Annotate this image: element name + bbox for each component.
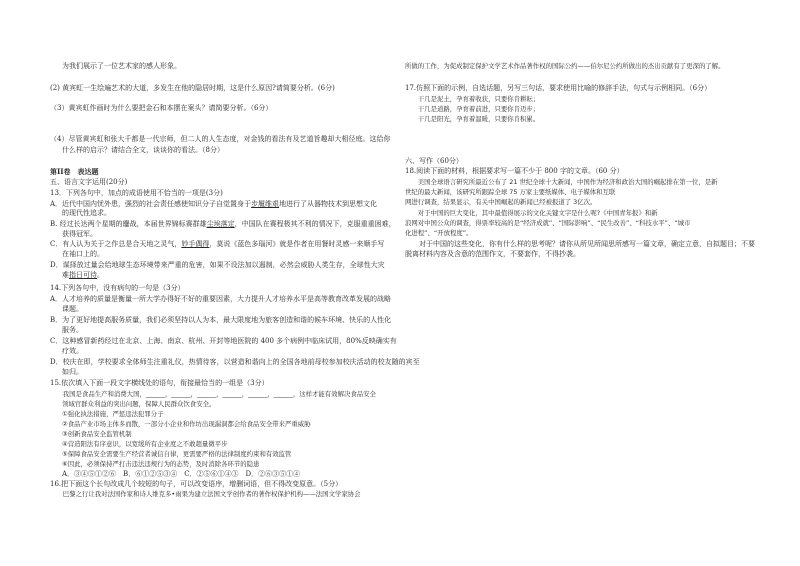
part-5-heading: 五、语言文字运用(20分) — [50, 178, 128, 186]
question-17: 17.仿照下面的示例，自选话题，另写三句话，要求使用比喻的修辞手法，句式与示例相同。（6分） — [405, 84, 712, 92]
q14-option-a-line-2: 课题。 — [62, 305, 83, 313]
material-line-5: 浪网对中国公众的调查，得票率较高的是“经济成就”、“国际影响”、“民生改善”、“科技水平”、“城市 — [405, 219, 691, 227]
q13-option-d-line-2: 难指日可待。 — [62, 271, 104, 279]
q14-option-a-line-1: A．人才培养的质量是衡量一所大学办得好不好的重要因素，大力提升人才培养水平是高等教育改革发展的战略 — [50, 295, 392, 303]
material-line-3: 网进行调查，结果显示，有关中国崛起的新闻已经被报道了 3亿次。 — [405, 198, 597, 206]
fill-blanks: ______，______，______，______，______，______， — [145, 390, 300, 398]
q15-passage-line-2: 领域官群众利益的突出问题，保障人民群众饮食安全。 — [62, 400, 216, 408]
q13-option-d-line-1: D．谋择放过量会给地球生态环境带来严重的危害，如果不设法加以遏制，必然会威胁人类生存，全球性大灾 — [50, 261, 385, 269]
q14-option-b-line-1: B．为了更好地提高服务质量，我们必须坚持以人为本，最大限度地为旅客创造和谐的候车环境、快乐的人性化 — [50, 316, 392, 324]
material-line-4: 对于中国的巨大变化，其中最值得展示的文化关键文字是什么呢?《中国青年报》和新 — [405, 209, 658, 217]
q13-option-b-line-1: B. 经过长达两个星期的鏖战，本届世界锦标赛群雄尘埃落定，中国队在赛程极其不利的情况下，克服重重困难， — [50, 220, 396, 228]
material-line-2: 世纪的最大新闻，该研究所跟踪全球 75 万家主要纸媒体、电子媒体和互联 — [405, 188, 616, 196]
q14-option-b-line-2: 服务。 — [62, 326, 83, 334]
q15-item-3: ③创新食品安全监管机制 — [62, 430, 132, 438]
question-18: 18.阅读下面的材料，根据要求写一篇不少于 800 字的文章。（60 分） — [405, 167, 624, 175]
q17-example-2: 干几是道路，孕育着前进，只要你肯迈步； — [405, 105, 540, 113]
question-16: 16.把下面这个长句改成几个较短的句子，可以改变语序，增删词语，但不得改变原意。（5分） — [50, 480, 343, 488]
question-13: 13．下列各句中，加点的成语使用不恰当的一项是(3分) — [50, 189, 223, 197]
idiom-underlined: 尘埃落定 — [206, 220, 235, 228]
material-line-1: 美国全球语言研究所最近公布了 21 世纪全球十大新闻，中国作为经济和政治大国的崛起排在第一位，是新 — [405, 178, 718, 186]
q17-example-1: 干几是泥土，孕育着收获，只要你肯耕耘； — [405, 95, 540, 103]
part-6-heading: 六、写作（60分） — [405, 157, 463, 165]
idiom-underlined: 指日可待 — [69, 271, 97, 279]
q15-item-6: ⑥因此，必须保持严打击违法违规行为的态势，及时消除各环节的隐患 — [62, 460, 260, 468]
question-15: 15.依次填入下面一段文字横线处的语句，衔接最恰当的一组是（3分） — [50, 379, 269, 387]
q15-item-1: ①强化执法措施，严惩违法犯罪分子 — [62, 410, 164, 418]
q15-item-4: ④营造阳法有序意识，以宽缓所有企业度之不敢超量微平步 — [62, 440, 228, 448]
q14-option-d-line-2: 如归。 — [62, 368, 83, 376]
q14-option-c-line-2: 疗效。 — [62, 347, 83, 355]
q15-item-5: ⑤保障食品安全需要生产经营者诚信自律，更需要严格的法律制度约束和有效监管 — [62, 450, 292, 458]
q16-sentence-continued: 所做的工作，为促成制定保护文学艺术作品著作权的国际公约——伯尔尼公约所做出的杰出贡献有了更深的了解。 — [405, 62, 725, 70]
q13-option-c-line-1: C．有人认为关于之作总是合天地之灵气，妙手偶得，莫说《蓝色多瑙河》就是作者在用餐时灵感一来顺手写 — [50, 240, 385, 248]
question-2: (2) 黄宾虹一生绘遍艺术的大道，多发生在他的隐居时期，这是什么原因?请简要分析。(6分) — [50, 84, 335, 92]
q17-example-3: 干几是阳光，孕育着温暖，只要你肯积累。 — [405, 115, 540, 123]
question-4-line-1: （4）尽管黄宾虹和张大千都是一代宗师，但二人的人生态度，对金钱的看法有及艺道旨趣却大相径庭。这给你 — [50, 135, 391, 143]
q15-passage-line-1: 我国是食品生产和消费大国，______，______，______，______，______，______，这样才能有效解决食品安全 — [50, 390, 376, 398]
q13-option-c-line-2: 在袖口上的。 — [62, 250, 104, 258]
section-2-heading: 第II卷 表达题 — [50, 167, 99, 176]
idiom-underlined: 步履维艰 — [251, 200, 280, 208]
writing-requirement-line-1: 对于中国的这些变化，你有什么样的思考呢？请你从所见所闻思所感写一篇文章，确定立意，自拟题目；不要 — [405, 240, 755, 248]
paragraph-continuation: 为我们展示了一位艺术家的感人形象。 — [62, 62, 181, 70]
writing-requirement-line-2: 脱离材料内容及含意的范围作文，不要套作，不得抄袭。 — [405, 250, 580, 258]
question-4-line-2: 什么样的启示？请结合全文，谈谈你的看法。（8分） — [62, 146, 224, 154]
q14-option-c-line-1: C．这种感冒新药经过在北京、上海、南京、杭州、开封等地医院的 400 多个病例中临床试用，80%反映确实有 — [50, 337, 397, 345]
q16-sentence: 巴黎之行让我对法国作家和诗人维克多•雨果为建立法国文学创作者的著作权保护机构——法国文学家协会 — [50, 490, 361, 498]
q13-option-a-line-1: A．近代中国内忧外患，强烈的社会责任感使知识分子自觉置身于步履维艰地进行了从器物技术到思想文化 — [50, 200, 378, 208]
material-line-6: 化进程”、“开放程度”。 — [405, 229, 473, 237]
question-3: （3）黄宾虹作画时为什么要把金石和本摆在案头？请简要分析。（6分） — [50, 104, 273, 112]
question-14: 14.下列各句中，没有病句的一句是（3分） — [50, 284, 185, 292]
q13-option-b-line-2: 获得冠军。 — [62, 230, 97, 238]
q15-item-2: ②食品产业市场主体多而散，一部分小企业和作坊出现漏洞都会给食品安全带来严重威胁 — [62, 420, 311, 428]
idiom-underlined: 妙手偶得 — [181, 240, 210, 248]
q13-option-a-line-2: 的现代性追求。 — [62, 209, 111, 217]
q15-answer-choices: A．③④⑤①②⑥ B．⑥①②⑤③④ C．②⑤⑥①④③ D．②⑥③⑤①④ — [62, 470, 301, 478]
q14-option-d-line-1: D．校庆在即，学校要求全体师生注重礼仪，热情待客，以营造和谐向上的全国各地前母校参加校庆活动的校友随的宾至 — [50, 358, 420, 366]
